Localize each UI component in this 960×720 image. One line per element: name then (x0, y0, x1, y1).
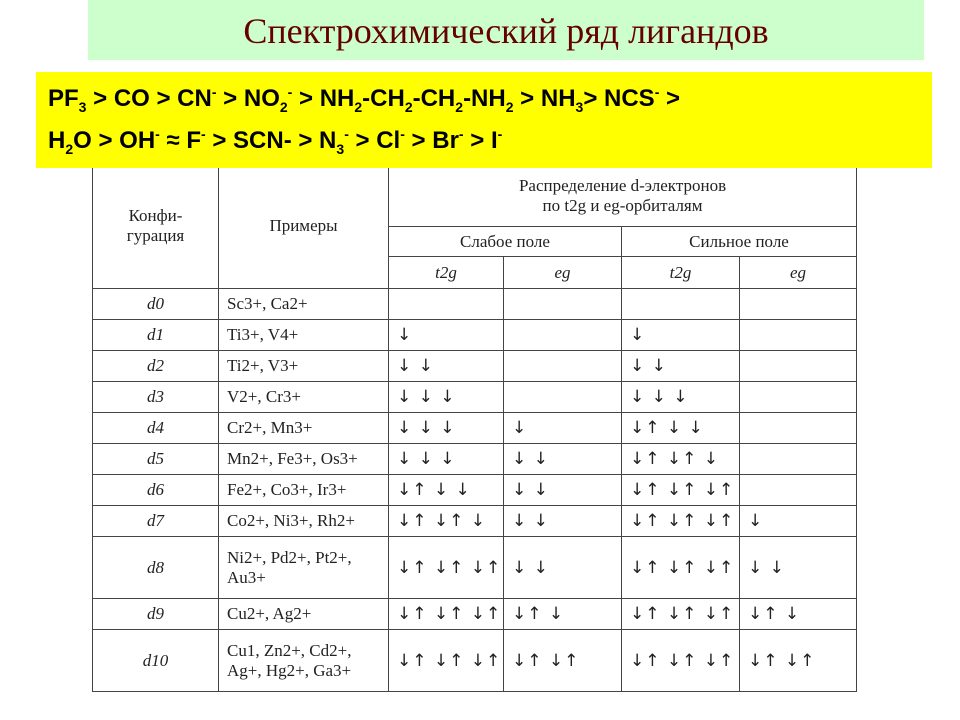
strong-t2g-cell: ↓ (622, 320, 740, 351)
formula-subscript: 2 (455, 98, 464, 115)
strong-eg-cell (740, 413, 857, 444)
formula-superscript: - (201, 126, 206, 142)
formula-text: O > OH (73, 127, 156, 154)
config-cell: d8 (93, 537, 219, 599)
header-examples: Примеры (219, 165, 389, 289)
strong-eg-cell: ↓↑ ↓ (740, 599, 857, 630)
formula-subscript: 3 (575, 98, 584, 115)
formula-superscript: - (654, 84, 660, 100)
strong-eg-cell (740, 320, 857, 351)
strong-eg-cell (740, 351, 857, 382)
formula-text: > NO (216, 85, 280, 112)
config-cell: d2 (93, 351, 219, 382)
header-weak-eg: eg (504, 257, 622, 289)
weak-eg-cell: ↓ ↓ (504, 444, 622, 475)
title-bar (88, 0, 924, 60)
table-row (93, 320, 857, 351)
strong-t2g-cell: ↓↑ ↓↑ ↓↑ (622, 537, 740, 599)
strong-t2g-cell: ↓↑ ↓↑ ↓↑ (622, 506, 740, 537)
examples-cell: Mn2+, Fe3+, Os3+ (219, 444, 389, 475)
weak-eg-cell (504, 289, 622, 320)
weak-t2g-cell: ↓↑ ↓↑ ↓ (389, 506, 504, 537)
weak-t2g-cell: ↓↑ ↓↑ ↓↑ (389, 630, 504, 692)
formula-superscript: - (155, 126, 160, 142)
weak-eg-cell (504, 382, 622, 413)
strong-eg-cell (740, 382, 857, 413)
weak-t2g-cell: ↓ ↓ ↓ (389, 413, 504, 444)
table-row (93, 630, 857, 692)
strong-t2g-cell: ↓ ↓ (622, 351, 740, 382)
header-distribution (389, 165, 857, 227)
weak-t2g-cell: ↓↑ ↓↑ ↓↑ (389, 599, 504, 630)
examples-cell: Fe2+, Co3+, Ir3+ (219, 475, 389, 506)
strong-eg-cell (740, 444, 857, 475)
weak-t2g-cell: ↓ ↓ ↓ (389, 382, 504, 413)
spectrochemical-series (36, 72, 932, 168)
formula-text: PF (48, 85, 79, 112)
formula-superscript: - (497, 126, 503, 142)
table-row (93, 413, 857, 444)
series-line-2 (48, 126, 502, 157)
header-strong-field: Сильное поле (622, 227, 857, 257)
examples-cell: Ni2+, Pd2+, Pt2+, Au3+ (219, 537, 389, 599)
electron-distribution-table (92, 164, 857, 692)
strong-eg-cell: ↓ (740, 506, 857, 537)
weak-eg-cell: ↓ ↓ (504, 475, 622, 506)
formula-subscript: 2 (354, 98, 363, 115)
weak-t2g-cell: ↓↑ ↓ ↓ (389, 475, 504, 506)
examples-cell: Ti3+, V4+ (219, 320, 389, 351)
strong-eg-cell: ↓ ↓ (740, 537, 857, 599)
strong-t2g-cell: ↓ ↓ ↓ (622, 382, 740, 413)
strong-eg-cell (740, 289, 857, 320)
formula-subscript: 2 (65, 140, 74, 157)
weak-eg-cell: ↓↑ ↓↑ (504, 630, 622, 692)
config-cell: d5 (93, 444, 219, 475)
table-row (93, 475, 857, 506)
config-cell: d9 (93, 599, 219, 630)
formula-superscript: - (211, 84, 217, 100)
config-cell: d3 (93, 382, 219, 413)
strong-t2g-cell: ↓↑ ↓↑ ↓↑ (622, 630, 740, 692)
formula-text: > SCN- > N (205, 127, 337, 154)
strong-t2g-cell: ↓↑ ↓↑ ↓↑ (622, 599, 740, 630)
strong-t2g-cell: ↓↑ ↓↑ ↓↑ (622, 475, 740, 506)
examples-cell: Cu2+, Ag2+ (219, 599, 389, 630)
table-row (93, 506, 857, 537)
header-distribution-line2: по t2g и eg-орбиталям (542, 195, 703, 215)
formula-subscript: 2 (279, 98, 288, 115)
examples-cell: Co2+, Ni3+, Rh2+ (219, 506, 389, 537)
weak-eg-cell: ↓↑ ↓ (504, 599, 622, 630)
header-strong-eg: eg (740, 257, 857, 289)
config-cell: d0 (93, 289, 219, 320)
weak-eg-cell (504, 351, 622, 382)
table-row (93, 289, 857, 320)
formula-text: -CH (362, 85, 405, 112)
table-row (93, 537, 857, 599)
header-weak-t2g: t2g (389, 257, 504, 289)
table-row (93, 382, 857, 413)
examples-cell: Cu1, Zn2+, Cd2+, Ag+, Hg2+, Ga3+ (219, 630, 389, 692)
formula-text: -CH (412, 85, 456, 112)
formula-superscript: - (344, 126, 349, 142)
formula-text: > I (463, 127, 498, 154)
formula-text: > CO > CN (86, 85, 212, 112)
header-config: Конфи- гурация (93, 165, 219, 289)
examples-cell: V2+, Cr3+ (219, 382, 389, 413)
formula-text: ≈ F (159, 127, 202, 154)
examples-cell: Ti2+, V3+ (219, 351, 389, 382)
formula-text: > NH (292, 85, 355, 112)
weak-t2g-cell: ↓↑ ↓↑ ↓↑ (389, 537, 504, 599)
config-cell: d10 (93, 630, 219, 692)
formula-superscript: - (287, 84, 293, 100)
header-distribution-line1: Распределение d-электронов (518, 175, 727, 195)
weak-eg-cell (504, 320, 622, 351)
strong-eg-cell (740, 475, 857, 506)
weak-t2g-cell (389, 289, 504, 320)
strong-t2g-cell (622, 289, 740, 320)
weak-t2g-cell: ↓ ↓ ↓ (389, 444, 504, 475)
formula-text: -NH (463, 85, 506, 112)
formula-subscript: 2 (404, 98, 413, 115)
formula-text: > Br (404, 127, 459, 154)
formula-superscript: - (458, 126, 464, 142)
table-row (93, 444, 857, 475)
formula-text: > NCS (583, 85, 655, 112)
strong-t2g-cell: ↓↑ ↓↑ ↓ (622, 444, 740, 475)
weak-t2g-cell: ↓ ↓ (389, 351, 504, 382)
series-line-1 (48, 84, 680, 115)
header-strong-t2g: t2g (622, 257, 740, 289)
strong-t2g-cell: ↓↑ ↓ ↓ (622, 413, 740, 444)
weak-eg-cell: ↓ ↓ (504, 506, 622, 537)
formula-text: > NH (513, 85, 576, 112)
formula-text: > Cl (348, 127, 401, 154)
weak-eg-cell: ↓ (504, 413, 622, 444)
table-row (93, 599, 857, 630)
config-cell: d7 (93, 506, 219, 537)
examples-cell: Sc3+, Ca2+ (219, 289, 389, 320)
formula-subscript: 2 (505, 98, 514, 115)
weak-t2g-cell: ↓ (389, 320, 504, 351)
table-row (93, 351, 857, 382)
formula-text: > (659, 85, 681, 112)
formula-subscript: 3 (336, 140, 345, 157)
formula-superscript: - (400, 126, 405, 142)
weak-eg-cell: ↓ ↓ (504, 537, 622, 599)
strong-eg-cell: ↓↑ ↓↑ (740, 630, 857, 692)
page-title: Спектрохимический ряд лигандов (243, 11, 769, 51)
formula-subscript: 3 (78, 98, 87, 115)
formula-text: H (48, 127, 66, 154)
config-cell: d4 (93, 413, 219, 444)
config-cell: d6 (93, 475, 219, 506)
config-cell: d1 (93, 320, 219, 351)
header-weak-field: Слабое поле (389, 227, 622, 257)
examples-cell: Cr2+, Mn3+ (219, 413, 389, 444)
